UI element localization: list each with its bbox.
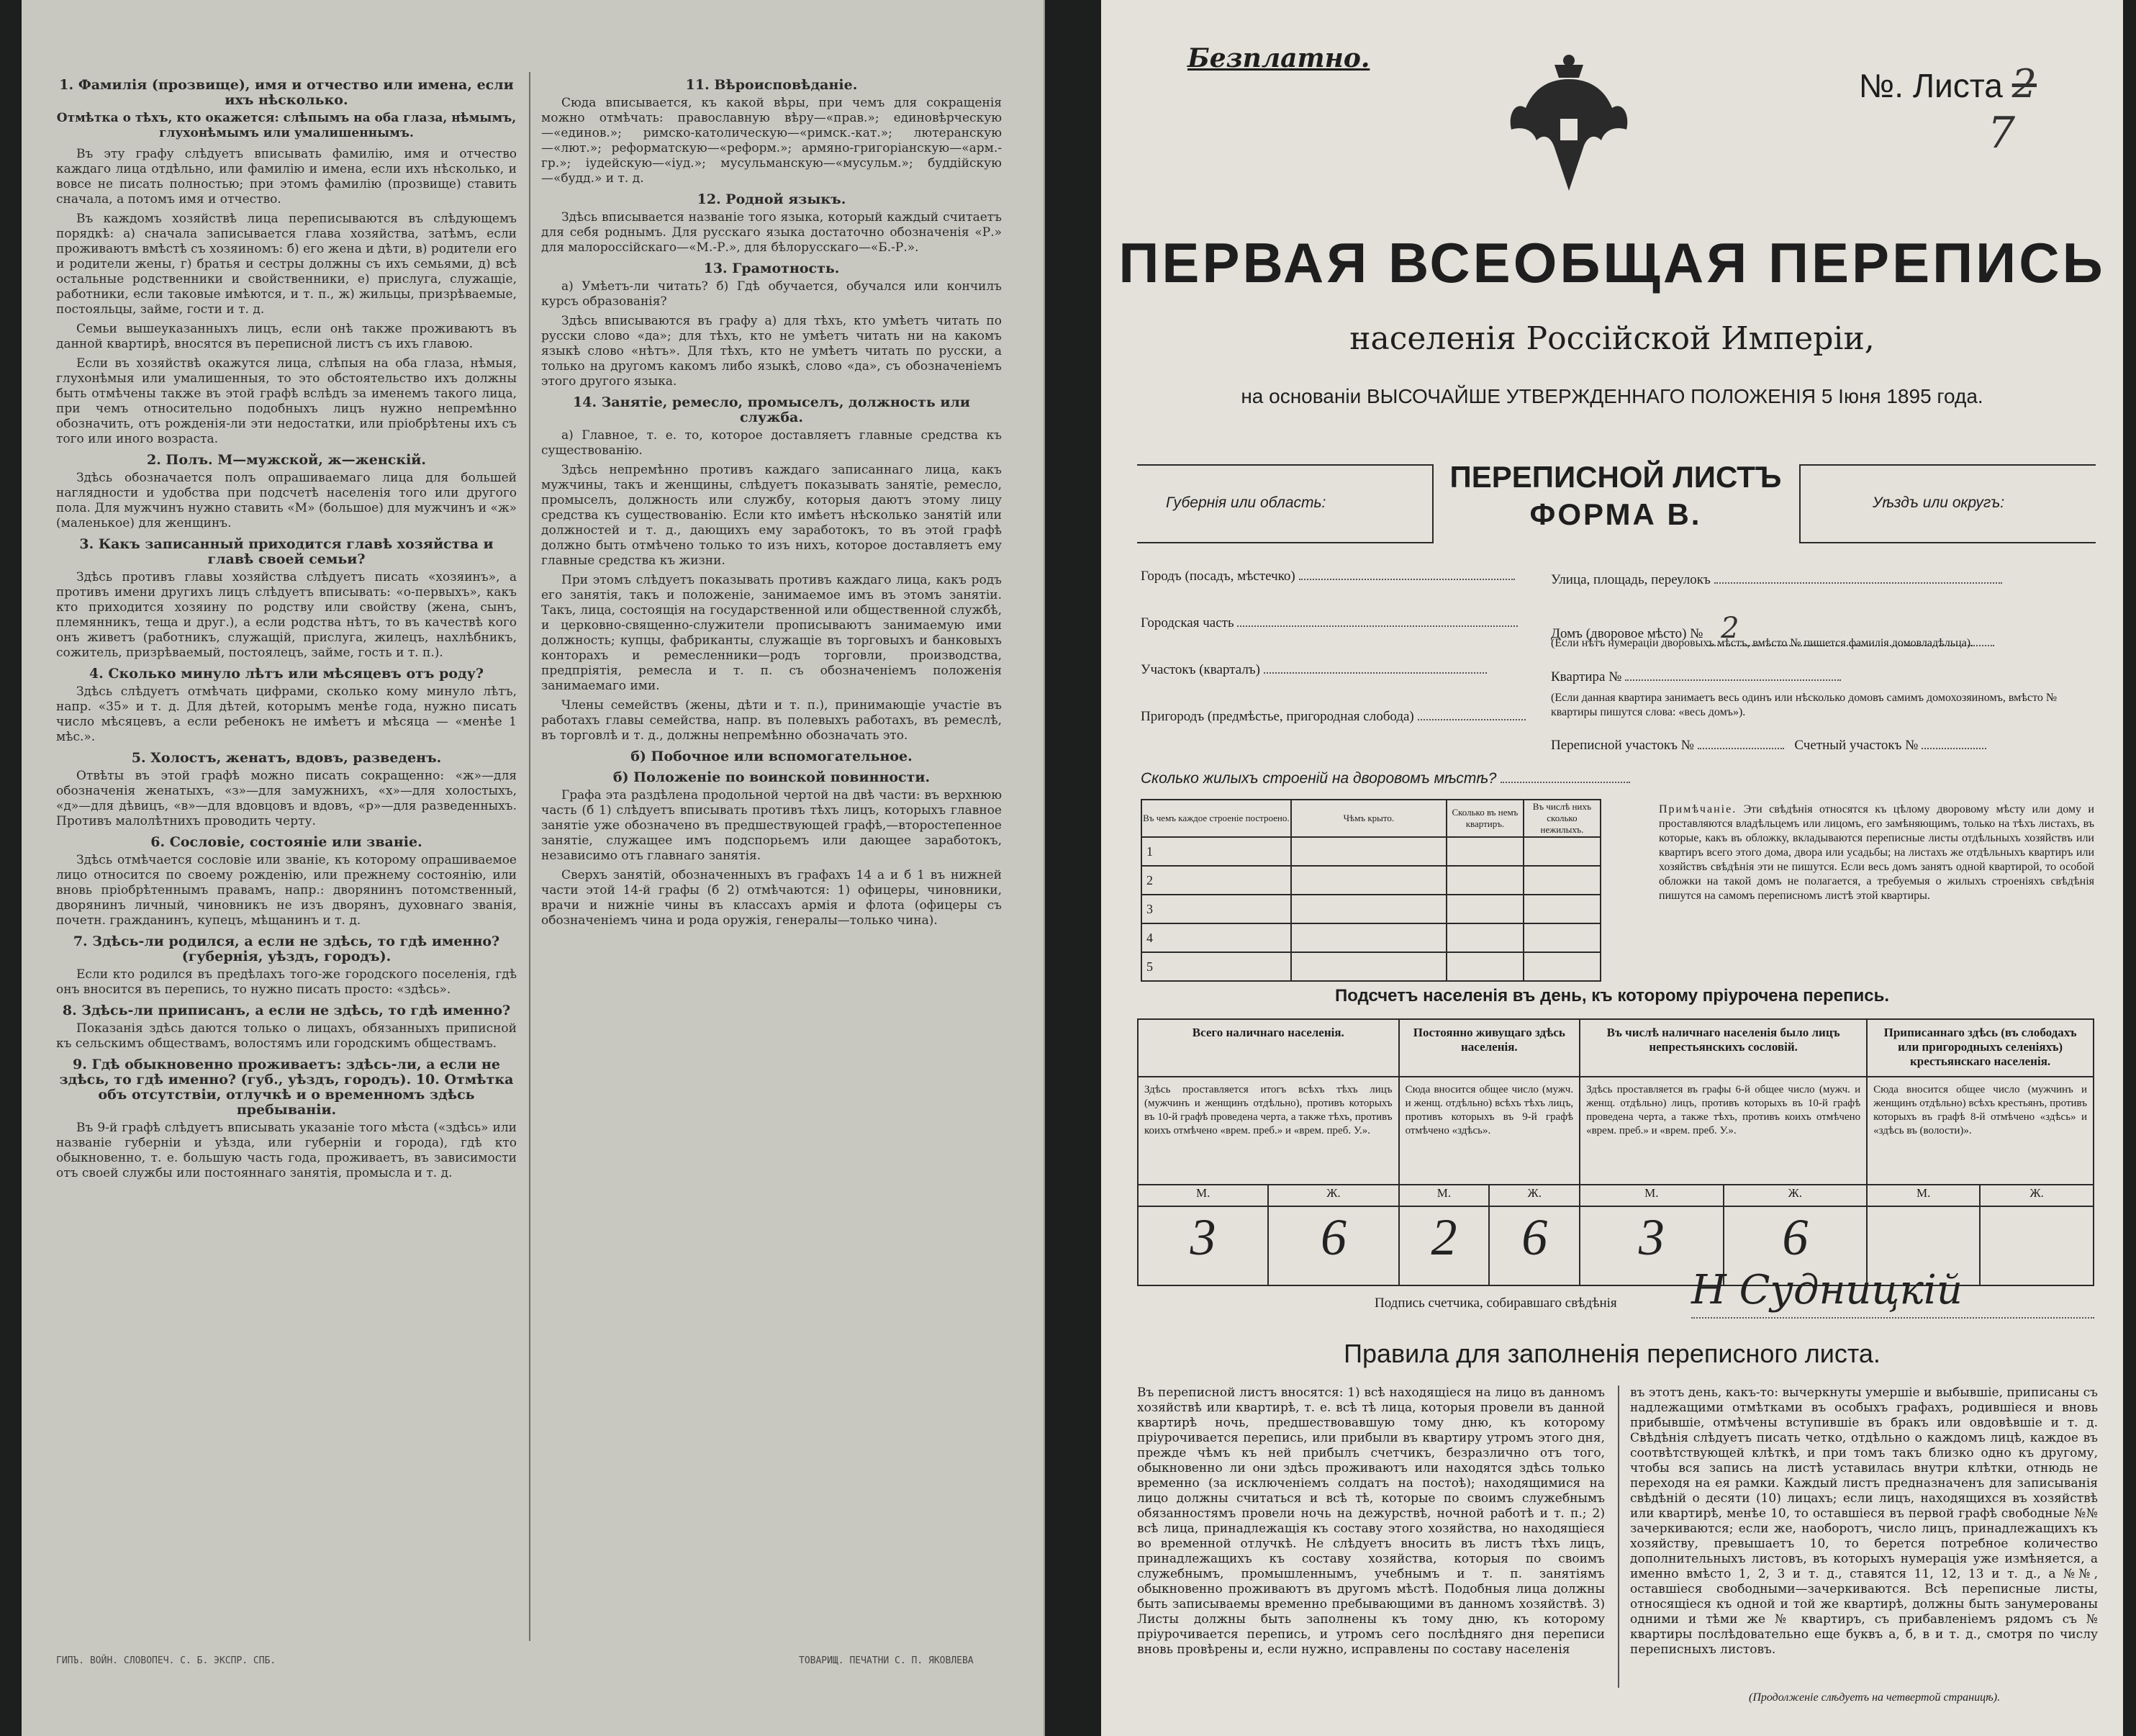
instruction-paragraph: Здѣсь вписываются въ графу а) для тѣхъ, кто умѣетъ читать по русски слово «да»; для тѣхъ, кто не умѣетъ читать ни на какомъ языкѣ слово «нѣтъ». Для тѣхъ, кто не умѣетъ читать по русски, а только на другомъ какомъ либо языкѣ, слово «да», съ обозначеніемъ этого другого языка. bbox=[541, 314, 1002, 389]
perepis-uchastok-label: Переписной участокъ № bbox=[1551, 738, 1694, 753]
instruction-heading: 9. Гдѣ обыкновенно проживаетъ: здѣсь-ли, а если не здѣсь, то гдѣ именно? (губ., уѣздъ, городъ). 10. Отмѣтка объ отсутствіи, отлучкѣ и о временномъ здѣсь пребываніи. bbox=[59, 1057, 514, 1118]
counter-signature: Н Судницкій bbox=[1691, 1267, 1963, 1314]
remark-text: Эти свѣдѣнія относятся къ цѣлому дворовому мѣсту или дому и проставляются владѣльцемъ или лицомъ, его замѣняющимъ, только на тѣхъ листахъ, въ которые, какъ въ обложку, вкладываются переписные листы отдѣльныхъ хозяйствъ или квартиръ всего этого дома, двора или усадьбы; на листахъ же отдѣльныхъ квартиръ или хозяйствъ свѣдѣнія эти не пишутся. Если весь домъ занятъ одной квартирой, то особой обложки на такой домъ не полагается, а требуемыя о жилыхъ строеніяхъ свѣдѣнія пишутся на самомъ переписномъ листѣ этой квартиры. bbox=[1659, 803, 2094, 902]
bld-cell[interactable] bbox=[1291, 895, 1447, 923]
population-count-table bbox=[1137, 1018, 2094, 1286]
count-note-non-peasant: Здѣсь проставляется въ графы 6-й общее число (мужч. и женщ. отдѣльно) лицъ, противъ которыхъ въ 10-й графѣ проведена черта, а также тѣхъ, противъ коихъ отмѣчено «врем. преб.» и «врем. преб. У.». bbox=[1580, 1077, 1867, 1185]
prigorod-field bbox=[1141, 709, 1526, 725]
sex-f-label: Ж. bbox=[1724, 1185, 1868, 1206]
gorod-chast-blank[interactable] bbox=[1237, 625, 1518, 627]
ulitsa-label: Улица, площадь, переулокъ bbox=[1551, 572, 1711, 587]
printer-imprint-2: ТОВАРИЩ. ПЕЧАТНИ С. П. ЯКОВЛЕВА bbox=[799, 1655, 974, 1666]
form-subtitle: населенія Россійской Имперіи, bbox=[1349, 320, 1875, 357]
buildings-remark bbox=[1659, 803, 2094, 903]
count-total-f[interactable]: 6 bbox=[1268, 1206, 1398, 1285]
instruction-heading: 5. Холостъ, женатъ, вдовъ, разведенъ. bbox=[131, 750, 442, 766]
instruction-paragraph: а) Главное, т. е. то, которое доставляетъ главные средства къ существованію. bbox=[541, 428, 1002, 458]
instruction-paragraph: Здѣсь противъ главы хозяйства слѣдуетъ писать «хозяинъ», а противъ имени другихъ лицъ слѣдуетъ вписывать: «о-первыхъ», какъ кто приходится хозяину по родству или свойству (жена, сынъ, племянникъ, теща и друг.), а если родства нѣтъ, то въ качествѣ кого онъ живетъ (работникъ, служащій, прислуга, жилецъ, нахлѣбникъ, сожитель, призрѣваемый, постоялецъ, займе, гость и т. п.). bbox=[56, 570, 517, 660]
rules-title: Правила для заполненія переписного листа. bbox=[1344, 1339, 1881, 1368]
bld-cell[interactable] bbox=[1524, 923, 1601, 952]
gorod-blank[interactable] bbox=[1299, 579, 1515, 580]
sex-f-label: Ж. bbox=[1489, 1185, 1580, 1206]
perepis-uchastok-blank[interactable] bbox=[1698, 748, 1784, 749]
sex-m-label: М. bbox=[1399, 1185, 1490, 1206]
dom-label: Домъ (дворовое мѣсто) № bbox=[1551, 626, 1703, 641]
bld-cell[interactable] bbox=[1524, 837, 1601, 866]
instruction-heading: 14. Занятіе, ремесло, промыселъ, должность или служба. bbox=[573, 394, 970, 425]
sex-m-label: М. bbox=[1580, 1185, 1724, 1206]
bld-header-flats: Сколько въ немъ квартиръ. bbox=[1447, 800, 1524, 837]
count-header-permanent: Постоянно живущаго здѣсь населенія. bbox=[1399, 1019, 1580, 1077]
buildings-question-text: Сколько жилыхъ строеній на дворовомъ мѣстѣ? bbox=[1141, 770, 1497, 787]
bld-header-nonresidential: Въ числѣ нихъ сколько нежилыхъ. bbox=[1524, 800, 1601, 837]
count-note-total: Здѣсь проставляется итогъ всѣхъ тѣхъ лицъ (мужчинъ и женщинъ отдѣльно), противъ которыхъ въ 10-й графѣ проведена черта, а также тѣхъ, противъ коихъ отмѣчено «врем. преб.» и «врем. преб. У.». bbox=[1138, 1077, 1399, 1185]
rules-column-1: Въ переписной листъ вносятся: 1) всѣ находящіеся на лицо въ данномъ хозяйствѣ или квартирѣ, т. е. всѣ тѣ лица, которыя провели въ данной квартирѣ ночь, предшествовавшую тому дню, къ которому пріурочивается перепись, или прибыли въ квартиру утромъ этого дня, прежде чѣмъ къ ней прибылъ счетчикъ, безразлично отъ того, обыкновенно ли они здѣсь проживаютъ или находятся здѣсь только временно (за исключеніемъ солдатъ на постоѣ); находящимися на лицо должны считаться и всѣ тѣ, которые по своимъ служебнымъ обязанностямъ провели ночь на дежурствѣ, ночной работѣ и т. п.; 2) всѣ лица, принадлежащія къ составу этого хозяйства, но находящіеся во временной отлучкѣ. Не слѣдуетъ вносить въ листъ тѣхъ лицъ, принадлежащихъ къ составу хозяйства, которыя по своимъ служебнымъ, промышленнымъ, учебнымъ и т. п. занятіямъ обыкновенно проживаютъ въ другомъ мѣстѣ. Подобныя лица должны быть записываемы временно пребывающими въ данномъ хозяйствѣ. 3) Листы должны быть заполнены къ тому дню, къ которому пріурочивается перепись, и утромъ сего послѣдняго дня переписи вновь провѣрены и, если нужно, исправлены по составу населенія bbox=[1137, 1385, 1605, 1657]
kvartira-label: Квартира № bbox=[1551, 669, 1622, 684]
bld-cell[interactable] bbox=[1447, 895, 1524, 923]
schet-uchastok-blank[interactable] bbox=[1922, 748, 1986, 749]
sex-f-label: Ж. bbox=[1268, 1185, 1398, 1206]
instruction-paragraph: Члены семействъ (жены, дѣти и т. п.), принимающіе участіе въ работахъ главы семейства, напр. въ полевыхъ работахъ, въ ремеслѣ, въ торговлѣ и т. д., должны непремѣнно обозначать это. bbox=[541, 698, 1002, 743]
bld-header-roof: Чѣмъ крыто. bbox=[1291, 800, 1447, 837]
census-form-page bbox=[1101, 0, 2123, 1736]
instruction-paragraph: Въ эту графу слѣдуетъ вписывать фамилію, имя и отчество каждаго лица отдѣльно, или фамилію и имена, если ихъ нѣсколько, и вовсе не писать полностью; при этомъ фамилію (прозвище) ставить сначала, а потомъ имя и отчество. bbox=[56, 147, 517, 207]
count-title: Подсчетъ населенія въ день, къ которому пріурочена перепись. bbox=[1335, 986, 1889, 1005]
bld-cell[interactable] bbox=[1291, 952, 1447, 981]
sheet-number-value: 2 bbox=[2011, 61, 2037, 107]
uchastok-blank[interactable] bbox=[1264, 672, 1487, 674]
instruction-paragraph: а) Умѣетъ-ли читать? б) Гдѣ обучается, обучался или кончилъ курсъ образованія? bbox=[541, 279, 1002, 309]
rules-divider bbox=[1618, 1385, 1619, 1688]
instruction-paragraph: Здѣсь слѣдуетъ отмѣчать цифрами, сколько кому минуло лѣтъ, напр. «35» и т. д. Для дѣтей, которымъ менѣе года, нужно писать число мѣсяцевъ, а если ребенокъ не имѣетъ и мѣсяца — «менѣе 1 мѣс.». bbox=[56, 684, 517, 744]
bld-cell[interactable] bbox=[1447, 837, 1524, 866]
instruction-paragraph: Отвѣты въ этой графѣ можно писать сокращенно: «ж»—для обозначенія женатыхъ, «з»—для замужнихъ, «х»—для холостыхъ, «д»—для дѣвицъ, «в»—для вдовцовъ и вдовъ, «р»—для разведенныхъ. Противъ малолѣтнихъ проводить черту. bbox=[56, 769, 517, 828]
signature-label: Подпись счетчика, собиравшаго свѣдѣнія bbox=[1375, 1296, 1617, 1311]
instruction-heading: 8. Здѣсь-ли приписанъ, а если не здѣсь, то гдѣ именно? bbox=[62, 1003, 511, 1018]
uezd-box bbox=[1799, 464, 2096, 543]
uezd-label: Уѣздъ или округъ: bbox=[1873, 494, 2005, 511]
count-header-peasant: Приписаннаго здѣсь (въ слободахъ или пригородныхъ селеніяхъ) крестьянскаго населенія. bbox=[1867, 1019, 2094, 1077]
instruction-paragraph: Здѣсь непремѣнно противъ каждаго записаннаго лица, какъ мужчины, такъ и женщины, слѣдуетъ показывать занятіе, ремесло, промыселъ, должность или службу, которыя даютъ этому лицу средства къ существованію. Если кто имѣетъ нѣсколько занятій или должностей и т. д., дающихъ ему заработокъ, то въ этой графѣ должно быть отмѣчено только то изъ нихъ, которое доставляетъ ему главные средства къ жизни. bbox=[541, 463, 1002, 568]
sex-f-label: Ж. bbox=[1980, 1185, 2094, 1206]
bld-cell[interactable] bbox=[1447, 952, 1524, 981]
count-non-peasant-f[interactable]: 6 bbox=[1724, 1206, 1868, 1285]
form-title-line-1: ПЕРЕПИСНОЙ ЛИСТЪ bbox=[1449, 460, 1782, 494]
instruction-paragraph: Сверхъ занятій, обозначенныхъ въ графахъ 14 а и б 1 въ нижней части этой 14-й графы (б 2) отмѣчаются: 1) офицеры, чиновники, врачи и нижніе чины въ классахъ армія и флота (офицеры съ обозначеніемъ чина и рода оружія, генералы—только чина). bbox=[541, 868, 1002, 928]
bld-cell[interactable] bbox=[1291, 837, 1447, 866]
count-note-permanent: Сюда вносится общее число (мужч. и женщ. отдѣльно) всѣхъ тѣхъ лицъ, противъ которыхъ въ 9-й графѣ отмѣчено «здѣсь». bbox=[1399, 1077, 1580, 1185]
sheet-number-label: №. Листа bbox=[1858, 67, 2003, 104]
instruction-heading: 11. Вѣроисповѣданіе. bbox=[685, 77, 858, 93]
bld-row-number: 5 bbox=[1141, 952, 1291, 981]
instruction-paragraph: Показанія здѣсь даются только о лицахъ, обязанныхъ приписной къ сельскимъ обществамъ, волостямъ или городскимъ обществамъ. bbox=[56, 1021, 517, 1051]
gorod-chast-label: Городская часть bbox=[1141, 615, 1234, 630]
instruction-paragraph: Здѣсь обозначается полъ опрашиваемаго лица для большей наглядности и удобства при подсчетѣ населенія того или другого пола. Для мужчинъ нужно ставить «М» (большое) для мужчинъ и «ж» (маленькое) для женщинъ. bbox=[56, 471, 517, 530]
gubernia-label: Губернія или область: bbox=[1166, 494, 1326, 511]
count-note-peasant: Сюда вносится общее число (мужчинъ и женщинъ отдѣльно) всѣхъ крестьянъ, противъ которыхъ въ графѣ 8-й отмѣчено «здѣсь» и «здѣсь въ (волости)». bbox=[1867, 1077, 2094, 1185]
gorod-chast-field bbox=[1141, 615, 1518, 631]
instruction-paragraph: Въ 9-й графѣ слѣдуетъ вписывать указаніе того мѣста («здѣсь» или названіе губерніи и уѣзда, или губерніи и города), гдѣ кто обыкновенно, т. е. большую часть года, проживаетъ, въ зависимости отъ своей службы или постояннаго занятія, промысла и т. д. bbox=[56, 1121, 517, 1180]
kvartira-blank[interactable] bbox=[1625, 679, 1841, 681]
instructions-column-1 bbox=[56, 72, 517, 1185]
instructions-column-2 bbox=[541, 72, 1002, 933]
gorod-field bbox=[1141, 569, 1515, 584]
prigorod-blank[interactable] bbox=[1418, 719, 1526, 720]
instruction-paragraph: При этомъ слѣдуетъ показывать противъ каждаго лица, какъ родъ его занятія, такъ и положеніе, занимаемое имъ въ этомъ занятіи. Такъ, лица, состоящія на государственной или общественной службѣ, и церковно-священно-служители прописываютъ занимаемую ими должность; купцы, фабриканты, служащіе въ торговыхъ и банковыхъ конторахъ и ремесленники—родъ торговли, производства, предпріятія, ремесла и т. п. съ обозначеніемъ положенія занимаемаго ими. bbox=[541, 573, 1002, 693]
signature-line[interactable] bbox=[1691, 1267, 2094, 1319]
schet-uchastok-label: Счетный участокъ № bbox=[1794, 738, 1919, 753]
ulitsa-blank[interactable] bbox=[1714, 582, 2002, 584]
remark-title: Примѣчаніе. bbox=[1659, 803, 1737, 815]
instruction-note: Отмѣтка о тѣхъ, кто окажется: слѣпымъ на оба глаза, нѣмымъ, глухонѣмымъ или умалишеннымъ. bbox=[56, 111, 517, 140]
ulitsa-field bbox=[1551, 572, 2002, 588]
instruction-heading: 13. Грамотность. bbox=[703, 261, 840, 276]
instruction-heading: 2. Полъ. М—мужской, ж—женскій. bbox=[146, 452, 426, 468]
printer-imprint: ГИПЪ. ВОЙН. СЛОВОПЕЧ. С. Б. ЭКСПР. СПБ. bbox=[56, 1655, 276, 1666]
kvartira-field bbox=[1551, 669, 1841, 685]
instruction-heading: б) Положеніе по воинской повинности. bbox=[612, 769, 931, 785]
count-non-peasant-m[interactable]: 3 bbox=[1580, 1206, 1724, 1285]
count-permanent-m[interactable]: 2 bbox=[1399, 1206, 1490, 1285]
uchastok-label: Участокъ (кварталъ) bbox=[1141, 662, 1260, 677]
column-divider bbox=[529, 72, 530, 1641]
dom-note: (Если нѣтъ нумераціи дворовыхъ мѣстъ, вмѣсто № пишется фамилія домовладѣльца). bbox=[1551, 637, 1974, 649]
dom-value[interactable]: 2 bbox=[1721, 612, 1739, 645]
instruction-heading: 7. Здѣсь-ли родился, а если не здѣсь, то гдѣ именно? (губернія, уѣздъ, городъ). bbox=[73, 933, 500, 964]
bld-row-number: 3 bbox=[1141, 895, 1291, 923]
instruction-heading: 4. Сколько минуло лѣтъ или мѣсяцевъ отъ роду? bbox=[89, 666, 484, 682]
buildings-blank[interactable] bbox=[1501, 782, 1630, 783]
buildings-question bbox=[1141, 770, 1630, 787]
form-title-line-2: ФОРМА В. bbox=[1529, 497, 1702, 531]
imperial-eagle-emblem bbox=[1504, 50, 1634, 202]
sex-m-label: М. bbox=[1138, 1185, 1268, 1206]
bld-row-number: 1 bbox=[1141, 837, 1291, 866]
free-label: Безплатно. bbox=[1187, 43, 1370, 73]
bld-row-number: 4 bbox=[1141, 923, 1291, 952]
instruction-paragraph: Здѣсь отмѣчается сословіе или званіе, къ которому опрашиваемое лицо относится по своему рожденію, или прежнему состоянію, или вновь пріобрѣтеннымъ правамъ, напр.: дворянинъ потомственный, дворянинъ личный, чиновникъ не изъ дворянъ, духовнаго званія, почетн. гражданинъ, купецъ, мѣщанинъ и т. д. bbox=[56, 853, 517, 928]
instruction-heading: 12. Родной языкъ. bbox=[697, 191, 846, 207]
instruction-paragraph: Сюда вписывается, къ какой вѣры, при чемъ для сокращенія можно отмѣчать: православную вѣру—«прав.»; единовѣрческую—«единов.»; римско-католическую—«римск.-кат.»; лютеранскую—«лют.»; реформатскую—«реформ.»; армяно-григоріанскую—«арм.-гр.»; іудейскую—«іуд.»; мусульманскую—«мусульм.»; буддійскую—«будд.» и т. д. bbox=[541, 96, 1002, 186]
uchastok-field bbox=[1141, 662, 1487, 678]
count-header-total: Всего наличнаго населенія. bbox=[1138, 1019, 1399, 1077]
instructions-page bbox=[22, 0, 1045, 1736]
instruction-paragraph: Графа эта раздѣлена продольной чертой на двѣ части: въ верхнюю часть (б 1) слѣдуетъ вписывать противъ тѣхъ лицъ, которыхъ главное занятіе уже обозначено въ предшествующей графѣ,—второстепенное занятіе, служащее имъ подспорьемъ или дающее заработокъ, независимо отъ главнаго занятія. bbox=[541, 788, 1002, 863]
bld-cell[interactable] bbox=[1524, 866, 1601, 895]
instruction-heading: 1. Фамилія (прозвище), имя и отчество или имена, если ихъ нѣсколько. bbox=[59, 77, 514, 108]
bld-cell[interactable] bbox=[1524, 952, 1601, 981]
instruction-heading: б) Побочное или вспомогательное. bbox=[630, 749, 913, 764]
sheet-number bbox=[1859, 61, 2037, 107]
count-header-non-peasant: Въ числѣ наличнаго населенія было лицъ непрестьянскихъ сословій. bbox=[1580, 1019, 1867, 1077]
perepis-uchastok-field bbox=[1551, 738, 1986, 754]
bld-cell[interactable] bbox=[1447, 923, 1524, 952]
instruction-paragraph: Здѣсь вписывается названіе того языка, который каждый считаетъ для себя роднымъ. Для русскаго языка достаточно обозначенія «Р.» для малороссійскаго—«М.-Р.», для бѣлорусскаго—«Б.-Р.». bbox=[541, 210, 1002, 255]
instruction-heading: 6. Сословіе, состояніе или званіе. bbox=[150, 834, 422, 850]
count-total-m[interactable]: 3 bbox=[1138, 1206, 1268, 1285]
form-main-title: ПЕРВАЯ ВСЕОБЩАЯ ПЕРЕПИСЬ bbox=[1118, 231, 2106, 294]
bld-cell[interactable] bbox=[1291, 866, 1447, 895]
form-decree: на основаніи ВЫСОЧАЙШЕ УТВЕРЖДЕННАГО ПОЛОЖЕНІЯ 5 Іюня 1895 года. bbox=[1241, 385, 1983, 407]
bld-header-material: Въ чемъ каждое строеніе построено. bbox=[1141, 800, 1291, 837]
region-header bbox=[1137, 460, 2094, 543]
count-permanent-f[interactable]: 6 bbox=[1489, 1206, 1580, 1285]
buildings-table bbox=[1141, 799, 1601, 982]
sex-m-label: М. bbox=[1867, 1185, 1980, 1206]
form-title-box bbox=[1432, 460, 1799, 532]
kvartira-note: (Если данная квартира занимаетъ весь одинъ или нѣсколько домовъ самимъ домохозяиномъ, вмѣсто № квартиры пишутся слова: «весь домъ»). bbox=[1551, 692, 2058, 718]
instruction-paragraph: Если кто родился въ предѣлахъ того-же городского поселенія, гдѣ онъ вносится въ перепись, то нужно писать просто: «здѣсь». bbox=[56, 967, 517, 997]
bld-cell[interactable] bbox=[1524, 895, 1601, 923]
bld-row-number: 2 bbox=[1141, 866, 1291, 895]
prigorod-label: Пригородъ (предмѣстье, пригородная слобода) bbox=[1141, 709, 1414, 724]
gubernia-box bbox=[1137, 464, 1434, 543]
gorod-label: Городъ (посадъ, мѣстечко) bbox=[1141, 569, 1295, 584]
continue-note: (Продолженіе слѣдуетъ на четвертой страницѣ). bbox=[1749, 1691, 2001, 1704]
instruction-paragraph: Въ каждомъ хозяйствѣ лица переписываются въ слѣдующемъ порядкѣ: а) сначала записывается глава хозяйства, затѣмъ, если проживаютъ вмѣстѣ съ хозяиномъ: б) его жена и дѣти, в) родители его и родители жены, г) братья и сестры должны съ ихъ семьями, д) всѣ остальные родственники и свойственники, е) прислуга, служащіе, работники, если таковые имѣются, и т. п., ж) жильцы, призрѣваемые, постояльцы, займе, гости и т. д. bbox=[56, 212, 517, 317]
instruction-paragraph: Если въ хозяйствѣ окажутся лица, слѣпыя на оба глаза, нѣмыя, глухонѣмыя или умалишенныя, то это обстоятельство ихъ должны быть отмѣчены также въ этой графѣ вслѣдъ за именемъ такого лица, при чемъ относительно подобныхъ лицъ нужно непремѣнно обозначить, отъ рожденія-ли эти недостатки, или пріобрѣтены ихъ съ того или иного возраста. bbox=[56, 356, 517, 446]
rules-column-2: въ этотъ день, какъ-то: вычеркнуты умершіе и выбывшіе, приписаны съ надлежащими отмѣтками въ особыхъ графахъ, родившіеся и вновь прибывшіе, отмѣчены вступившіе въ бракъ или овдовѣвшіе и т. д. Свѣдѣнія слѣдуетъ писать четко, отдѣльно о каждомъ лицѣ, каждое въ соотвѣтствующей клѣткѣ, и при томъ такъ близко одно къ другому, чтобы вся запись на листѣ уставилась внутри клѣтки, отнюдь не переходя на ея рамки. Каждый листъ предназначенъ для записыванія свѣдѣній о десяти (10) лицахъ; если лицъ, находящихся въ хозяйствѣ или квартирѣ, менѣе 10, то оставшіеся въ первой графѣ свободные №№ зачеркиваются; если же, наоборотъ, число лицъ, принадлежащихъ къ хозяйству, превышаетъ 10, то берется потребное количество дополнительныхъ листовъ, въ которыхъ нумерація уже измѣняется, а именно вмѣсто 1, 2, 3 и т. д., ставятся 11, 12, 13 и т. д., а №№, оставшіеся свободными—зачеркиваются. Всѣ переписные листы, относящіеся къ одной и той же квартирѣ, должны быть занумерованы одними и тѣми же № квартиръ, съ прибавленіемъ рядомъ съ № квартиры послѣдовательно еще буквъ а, б, в и т. д., смотря по числу переписныхъ листовъ. bbox=[1630, 1385, 2098, 1657]
bld-cell[interactable] bbox=[1291, 923, 1447, 952]
bld-cell[interactable] bbox=[1447, 866, 1524, 895]
sheet-number-handwritten: 7 bbox=[1987, 108, 2015, 158]
instruction-paragraph: Семьи вышеуказанныхъ лицъ, если онѣ также проживаютъ въ данной квартирѣ, вносятся въ переписной листъ съ ихъ главою. bbox=[56, 322, 517, 351]
instruction-heading: 3. Какъ записанный приходится главѣ хозяйства и главѣ своей семьи? bbox=[79, 536, 494, 567]
